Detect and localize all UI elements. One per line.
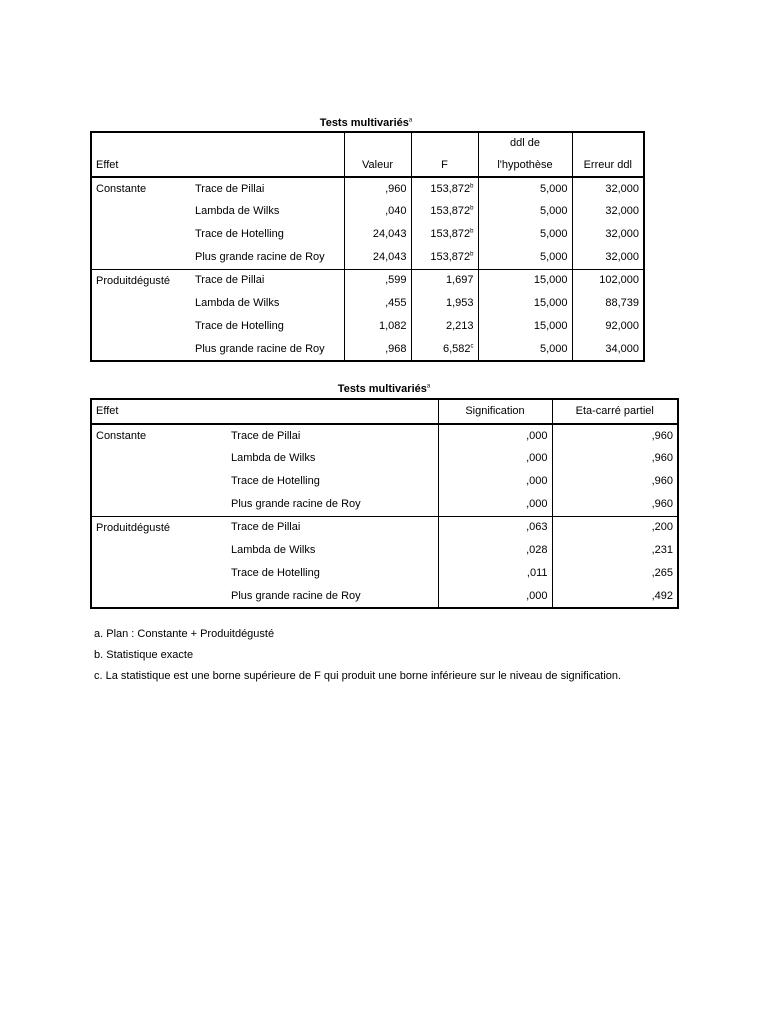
f-cell <box>411 246 478 269</box>
effect-label: Constante <box>91 424 227 516</box>
test-name: Trace de Hotelling <box>195 320 284 332</box>
valeur-cell: ,455 <box>344 292 411 315</box>
f-value: 1,953 <box>445 297 474 309</box>
signification-cell: ,000 <box>438 493 552 516</box>
f-footnote-mark: b <box>470 182 474 189</box>
header-f: F <box>411 154 478 177</box>
eta-carre-cell: ,960 <box>552 493 678 516</box>
test-name: Plus grande racine de Roy <box>191 246 344 269</box>
table2-title-text: Tests multivariés <box>337 383 427 395</box>
signification-cell: ,000 <box>438 585 552 608</box>
valeur-cell: 24,043 <box>344 246 411 269</box>
f-cell <box>411 200 478 223</box>
f-cell <box>411 223 478 246</box>
effect-label: Produitdégusté <box>96 274 170 287</box>
header-effet-2: Effet <box>91 399 438 424</box>
ddl-hypothese-cell: 15,000 <box>478 315 572 338</box>
ddl-hypothese-cell: 15,000 <box>478 292 572 315</box>
f-value: 153,872 <box>430 250 471 263</box>
f-cell <box>411 269 478 292</box>
test-name: Lambda de Wilks <box>195 297 280 309</box>
f-footnote-mark: b <box>470 205 474 212</box>
f-value: 153,872 <box>430 205 471 217</box>
eta-carre-cell: ,265 <box>552 562 678 585</box>
f-value: 153,872 <box>430 228 471 240</box>
ddl-hypothese-cell: 5,000 <box>478 200 572 223</box>
signification-cell: ,000 <box>438 470 552 493</box>
effect-label: Constante <box>91 177 191 269</box>
f-footnote-mark: b <box>470 251 474 258</box>
multivariate-tests-table-1 <box>90 131 645 362</box>
valeur-cell: ,599 <box>344 269 411 292</box>
header-ddl-line1: ddl de <box>478 132 572 154</box>
eta-carre-cell: ,960 <box>552 470 678 493</box>
valeur-cell: 24,043 <box>344 223 411 246</box>
test-name: Trace de Pillai <box>231 429 301 442</box>
valeur-cell: ,968 <box>344 338 411 361</box>
f-cell <box>411 177 478 200</box>
signification-cell: ,000 <box>438 447 552 470</box>
table1-title-sup: a <box>408 117 413 124</box>
valeur-cell: 1,082 <box>344 315 411 338</box>
valeur-cell: ,960 <box>344 177 411 200</box>
erreur-ddl-cell: 92,000 <box>572 315 644 338</box>
ddl-hypothese-cell: 5,000 <box>478 246 572 269</box>
erreur-ddl-cell: 32,000 <box>572 223 644 246</box>
eta-carre-cell: ,960 <box>552 447 678 470</box>
test-name: Trace de Pillai <box>195 274 265 287</box>
ddl-hypothese-cell: 5,000 <box>478 338 572 361</box>
test-name: Plus grande racine de Roy <box>195 342 325 355</box>
f-value: 6,582 <box>442 342 471 355</box>
erreur-ddl-cell: 88,739 <box>572 292 644 315</box>
eta-carre-cell: ,200 <box>552 516 678 539</box>
valeur-cell: ,040 <box>344 200 411 223</box>
table-row <box>91 516 678 539</box>
footnote-a: a. Plan : Constante + Produitdégusté <box>94 628 275 640</box>
ddl-hypothese-cell: 5,000 <box>478 223 572 246</box>
footnote-b: b. Statistique exacte <box>94 649 194 661</box>
ddl-hypothese-cell: 5,000 <box>478 177 572 200</box>
test-name: Trace de Pillai <box>195 182 265 195</box>
erreur-ddl-cell: 32,000 <box>572 246 644 269</box>
f-cell <box>411 292 478 315</box>
f-value: 153,872 <box>430 182 471 195</box>
signification-cell: ,000 <box>438 424 552 447</box>
erreur-ddl-cell: 34,000 <box>572 338 644 361</box>
eta-carre-cell: ,960 <box>552 424 678 447</box>
test-name: Lambda de Wilks <box>195 205 280 217</box>
table1-title <box>90 117 642 129</box>
f-footnote-mark: b <box>470 228 474 235</box>
erreur-ddl-cell: 32,000 <box>572 200 644 223</box>
table2-title <box>90 383 678 395</box>
header-valeur: Valeur <box>344 154 411 177</box>
signification-cell: ,011 <box>438 562 552 585</box>
test-name: Plus grande racine de Roy <box>231 589 361 602</box>
ddl-hypothese-cell: 15,000 <box>478 269 572 292</box>
test-name: Lambda de Wilks <box>231 452 316 464</box>
table-row <box>91 424 678 447</box>
f-value: 2,213 <box>445 320 474 332</box>
table-row <box>91 269 644 292</box>
erreur-ddl-cell: 102,000 <box>572 269 644 292</box>
test-name: Trace de Pillai <box>231 521 301 534</box>
eta-carre-cell: ,492 <box>552 585 678 608</box>
eta-carre-cell: ,231 <box>552 539 678 562</box>
header-erreur-ddl: Erreur ddl <box>572 154 644 177</box>
f-cell <box>411 315 478 338</box>
table2-title-sup: a <box>426 383 431 390</box>
header-effet: Effet <box>91 154 344 177</box>
footnote-c: c. La statistique est une borne supérieure de F qui produit une borne inférieure sur le niveau de signification. <box>94 670 622 682</box>
test-name: Trace de Hotelling <box>231 567 320 579</box>
header-signification: Signification <box>438 399 552 424</box>
test-name: Trace de Hotelling <box>195 228 284 240</box>
effect-label: Produitdégusté <box>96 521 170 534</box>
test-name: Trace de Hotelling <box>231 475 320 487</box>
multivariate-tests-table-2 <box>90 398 679 609</box>
header-eta-carre: Eta-carré partiel <box>552 399 678 424</box>
header-ddl-line2: l'hypothèse <box>478 154 572 177</box>
table-row <box>91 177 644 200</box>
signification-cell: ,028 <box>438 539 552 562</box>
table1-title-text: Tests multivariés <box>319 117 409 129</box>
test-name: Lambda de Wilks <box>231 544 316 556</box>
erreur-ddl-cell: 32,000 <box>572 177 644 200</box>
f-footnote-mark: c <box>470 342 474 349</box>
signification-cell: ,063 <box>438 516 552 539</box>
f-value: 1,697 <box>445 274 474 287</box>
f-cell <box>411 338 478 361</box>
test-name: Plus grande racine de Roy <box>227 493 438 516</box>
